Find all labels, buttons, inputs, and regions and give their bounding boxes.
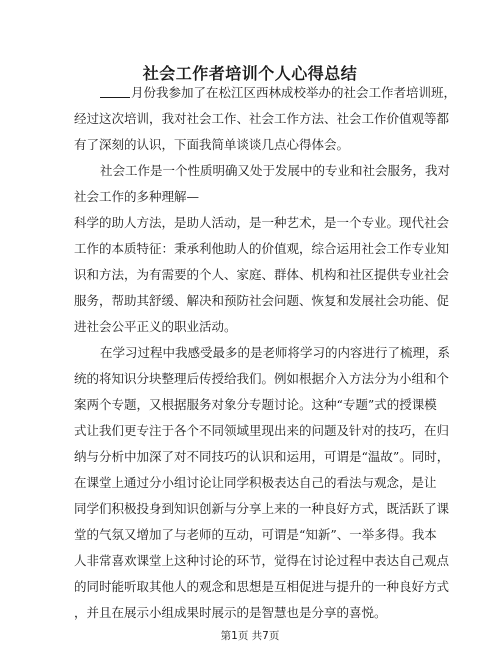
paragraph-line: ，并且在展示小组成果时展示的是智慧也是分享的喜悦。	[74, 605, 387, 620]
paragraph-line: 进社会公平正义的职业活动。	[74, 319, 237, 334]
page-number-footer: 第1页 共7页	[220, 630, 280, 642]
paragraph-line: 社会工作的多种理解—	[74, 189, 200, 204]
paragraph-line: 式让我们更专注于各个不同领域里现出来的问题及针对的技巧，在归	[74, 423, 450, 438]
paragraph-line: 科学的助人方法，是助人活动，是一种艺术，是一个专业。现代社会	[74, 215, 450, 230]
paragraph-line: 人非常喜欢课堂上这种讨论的环节，觉得在讨论过程中表达自己观点	[74, 553, 450, 568]
paragraph-line: 服务，帮助其舒缓、解决和预防社会问题、恢复和发展社会功能、促	[74, 293, 450, 308]
paragraph-line: 在课堂上通过分小组讨论让同学积极表达自己的看法与观念，是让	[74, 475, 437, 490]
paragraph-line: 有了深刻的认识，下面我简单谈谈几点心得体会。	[74, 137, 350, 152]
paragraph-line: 案两个专题，又根据服务对象分专题讨论。这种“专题”式的授课模	[74, 397, 437, 412]
paragraph-line: 在学习过程中我感受最多的是老师将学习的内容进行了梳理，系	[100, 345, 451, 360]
paragraph-line: 堂的气氛又增加了与老师的互动，可谓是“知新”、一举多得。我本	[74, 527, 437, 542]
paragraph-line: 识和方法，为有需要的个人、家庭、群体、机构和社区提供专业社会	[74, 267, 450, 282]
paragraph-line: 社会工作是一个性质明确又处于发展中的专业和社会服务，我对	[100, 163, 451, 178]
paragraph-line: 的同时能听取其他人的观念和思想是互相促进与提升的一种良好方式	[74, 579, 450, 594]
paragraph-line: 工作的本质特征：秉承利他助人的价值观，综合运用社会工作专业知	[74, 241, 450, 256]
document-title: 社会工作者培训个人心得总结	[142, 64, 358, 83]
paragraph-line: 纳与分析中加深了对不同技巧的认识和运用，可谓是“温故”。同时，	[74, 449, 450, 464]
paragraph-line	[100, 84, 457, 102]
paragraph-text: 月份我参加了在松江区西林成校举办的社会工作者培训班，	[131, 85, 457, 100]
fill-in-blank	[100, 85, 130, 98]
paragraph-line: 经过这次培训，我对社会工作、社会工作方法、社会工作价值观等都	[74, 111, 450, 126]
paragraph-line: 同学们积极投身到知识创新与分享上来的一种良好方式，既活跃了课	[74, 501, 450, 516]
paragraph-line: 统的将知识分块整理后传授给我们。例如根据介入方法分为小组和个	[74, 371, 450, 386]
